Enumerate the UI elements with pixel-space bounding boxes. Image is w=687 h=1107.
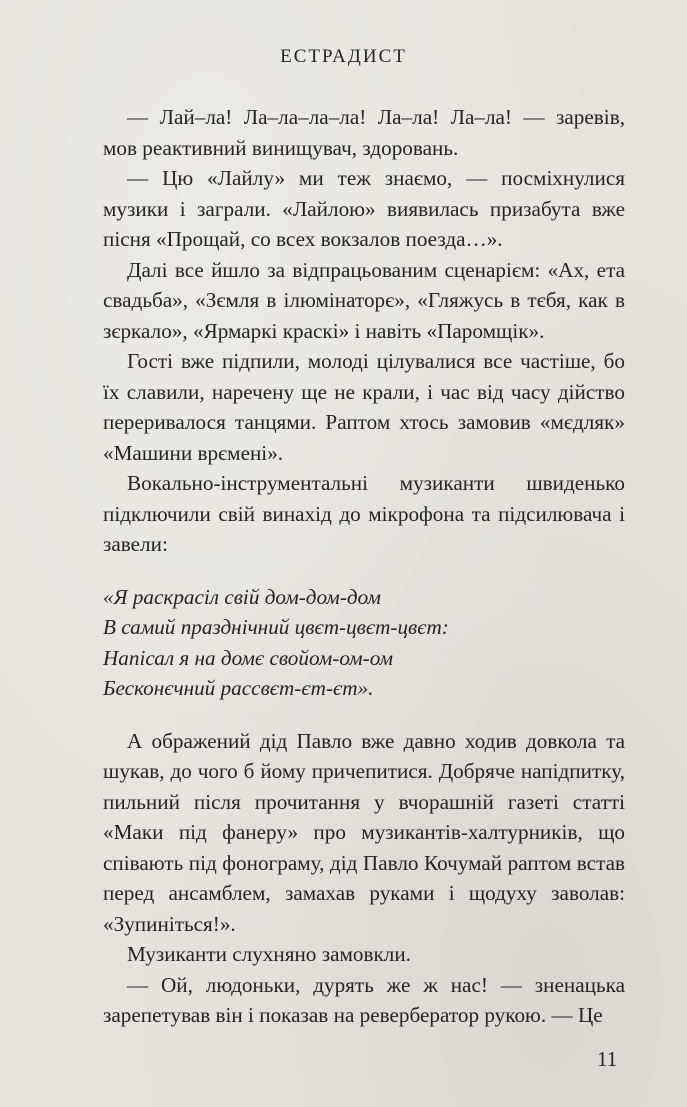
paragraph: Музиканти слухняно замовкли. xyxy=(127,942,411,966)
paragraph: Далі все йшло за відпрацьованим сценарієм: «Ах, ета свадьба», «Зємля в ілюмінаторє», «Гляжусь в тєбя, как в зєркало», «Ярмаркі краскі» і навіть «Паромщік». xyxy=(103,257,625,343)
running-head: ЕСТРАДИСТ xyxy=(280,46,407,67)
paragraph: — Цю «Лайлу» ми теж знаємо, — посміхнулися музики і заграли. «Лайлою» виявилась призабута вже пісня «Прощай, со всех вокзалов поезда…». xyxy=(103,166,625,251)
song-verse xyxy=(103,582,625,704)
body-text xyxy=(103,102,625,1031)
verse-line: «Я раскрасіл свій дом-дом-дом xyxy=(103,584,381,609)
paragraph: А ображений дід Павло вже давно ходив довкола та шукав, до чого б йому причепитися. Добряче напідпитку, пильний після прочитання у вчорашній газеті статті «Маки під фанеру» про музикантів-халтурників, що співають під фонограму, дід Павло Кочумай раптом встав перед ансамблем, замахав руками і щодуху заволав: «Зупиніться!». xyxy=(103,728,625,936)
page-number: 11 xyxy=(597,1047,618,1071)
verse-line: Напісал я на домє свойом-ом-ом xyxy=(103,645,394,670)
paragraph: — Ой, людоньки, дурять же ж нас! — зненацька зарепетував він і показав на ревербератор рукою. — Це xyxy=(103,972,625,1027)
verse-line: Бесконєчний рассвєт-єт-єт». xyxy=(103,676,374,700)
paragraph: Вокально-інструментальні музиканти швиденько підключили свій винахід до мікрофона та підсилювача і завели: xyxy=(103,471,625,556)
paragraph: — Лай–ла! Ла–ла–ла–ла! Ла–ла! Ла–ла! — заревів, мов реактивний винищувач, здоровань. xyxy=(103,105,625,160)
paragraph: Гості вже підпили, молоді цілувалися все частіше, бо їх славили, наречену ще не крали, і час від часу дійство переривалося танцями. Раптом хтось замовив «мєдляк» «Машини врємені». xyxy=(103,349,625,465)
verse-line: В самий празднічний цвєт-цвєт-цвєт: xyxy=(103,615,449,639)
